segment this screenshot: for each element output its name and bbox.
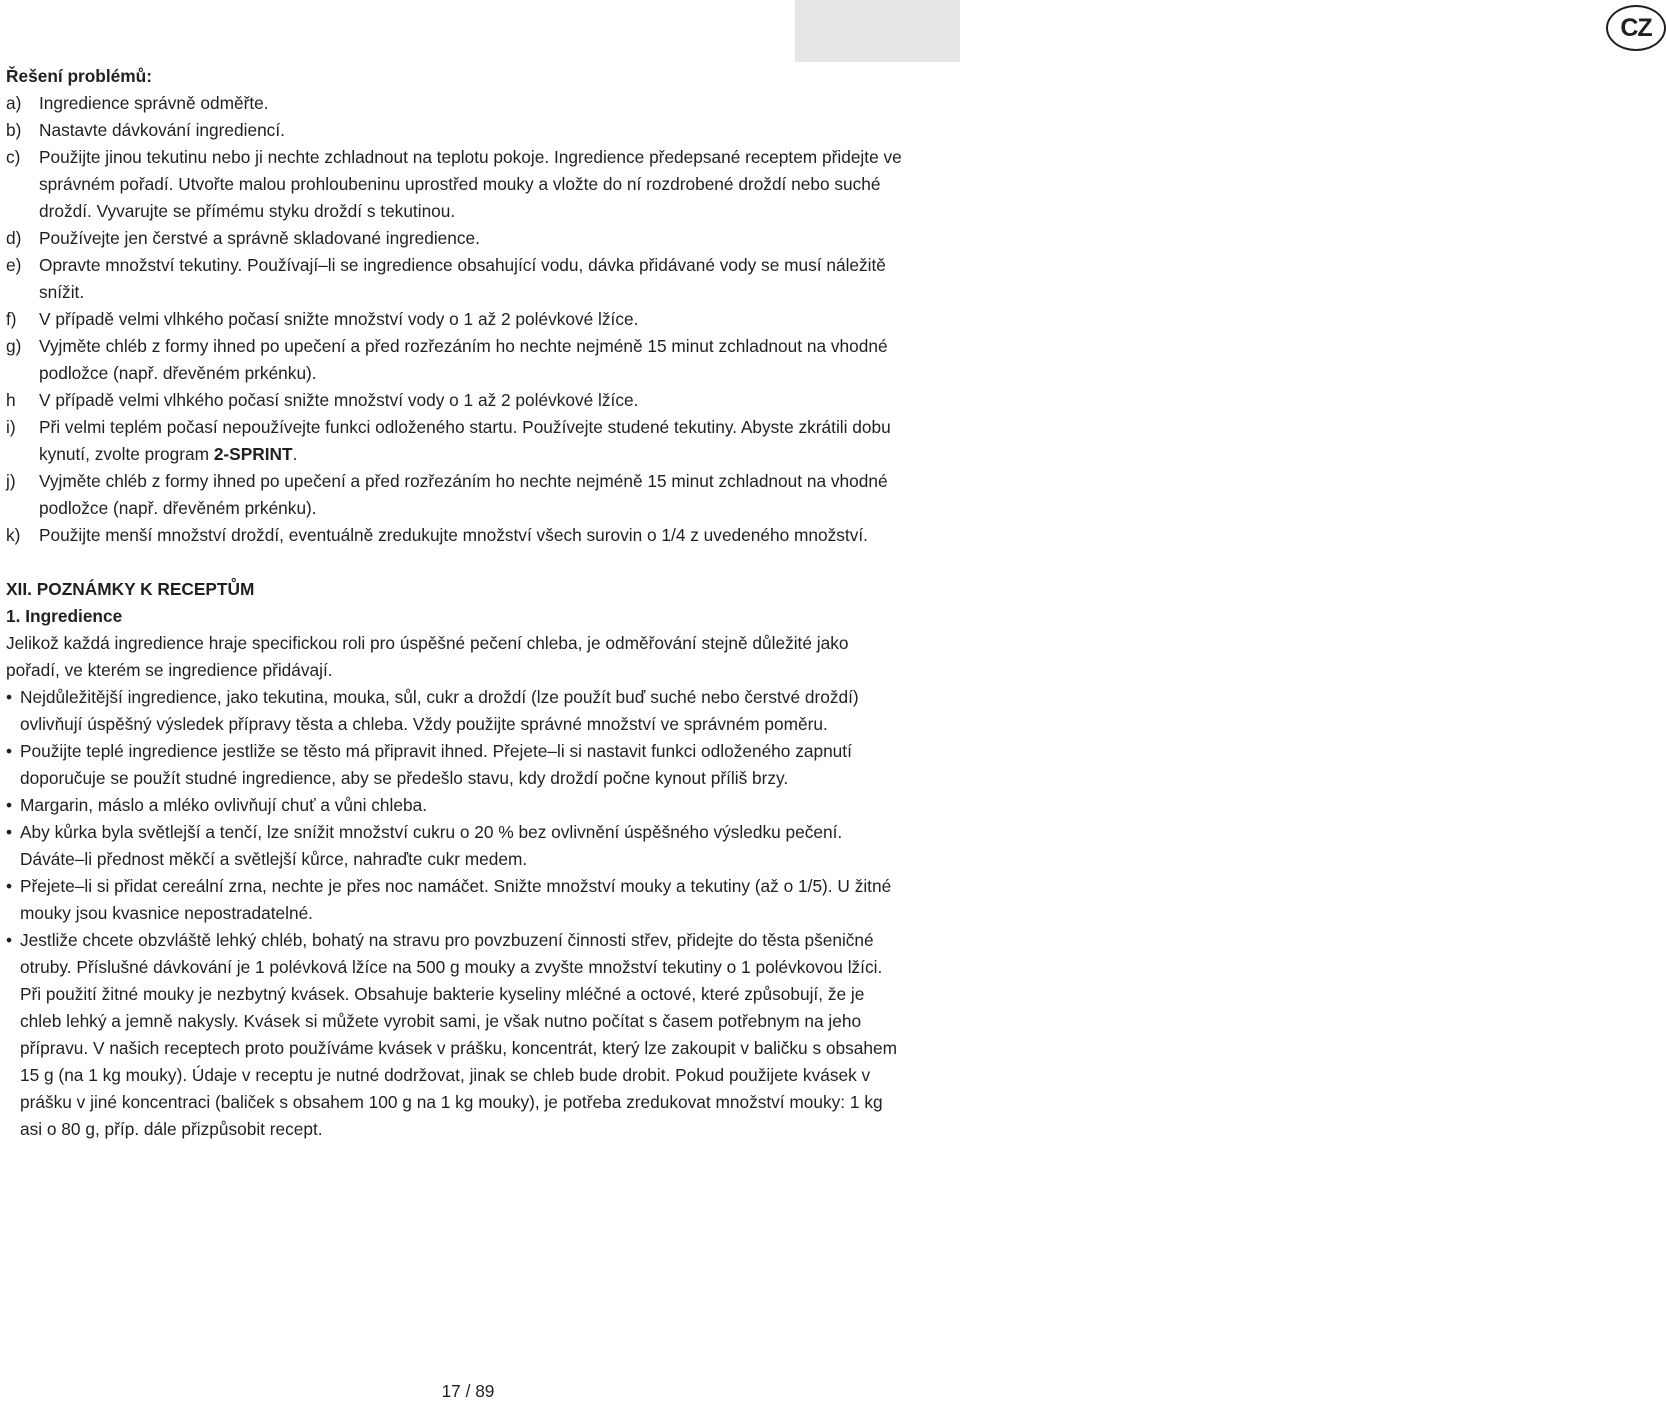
list-item <box>6 306 906 333</box>
list-marker: a) <box>6 93 22 113</box>
list-item <box>6 387 906 414</box>
list-item <box>6 225 906 252</box>
list-item-text: Použijte jinou tekutinu nebo ji nechte zchladnout na teplotu pokoje. Ingredience předepsané receptem přidejte ve správném pořadí. Utvořte malou prohloubeninu uprostřed mouky a vložte do ní rozdrobené droždí nebo suché droždí. Vyvarujte se přímému styku droždí s tekutinou. <box>39 147 902 221</box>
list-item-text: Opravte množství tekutiny. Používají–li se ingredience obsahující vodu, dávka přidávané vody se musí náležitě snížit. <box>39 255 886 302</box>
bullet-dot-icon: • <box>6 822 13 842</box>
bullet-item <box>6 927 906 1143</box>
bullet-item <box>6 738 906 792</box>
bullet-text: Jestliže chcete obzvláště lehký chléb, bohatý na stravu pro povzbuzení činnosti střev, přidejte do těsta pšeničné otruby. Příslušné dávkování je 1 polévková lžíce na 500 g mouky a zvyšte množství tekutiny o 1 polévkovou lžíci. Při použití žitné mouky je nezbytný kvásek. Obsahuje bakterie kyseliny mléčné a octové, které způsobují, že je chleb lehký a jemně nakysly. Kvásek si můžete vyrobit sami, je však nutno počítat s časem potřebnym na jeho přípravu. V našich receptech proto používáme kvásek v prášku, koncentrát, který lze zakoupit v baličku s obsahem 15 g (na 1 kg mouky). Údaje v receptu je nutné dodržovat, jinak se chleb bude drobit. Pokud použijete kvásek v prášku v jiné koncentraci (baliček s obsahem 100 g na 1 kg mouky), je potřeba zredukovat množství mouky: 1 kg asi o 80 g, příp. dále přizpůsobit recept. <box>20 930 897 1139</box>
ingredient-notes-list <box>6 684 906 1143</box>
section-intro: Jelikož každá ingredience hraje specifickou roli pro úspěšné pečení chleba, je odměřování stejně důležité jako pořadí, ve kterém se ingredience přidávají. <box>6 633 849 680</box>
list-marker: j) <box>6 471 16 491</box>
bullet-text: Margarin, máslo a mléko ovlivňují chuť a vůni chleba. <box>20 795 428 815</box>
list-item-text: V případě velmi vlhkého počasí snižte množství vody o 1 až 2 polévkové lžíce. <box>39 390 639 410</box>
list-item-text: Použijte menší množství droždí, eventuálně zredukujte množství všech surovin o 1/4 z uvedeného množství. <box>39 525 868 545</box>
list-item-text: Používejte jen čerstvé a správně skladované ingredience. <box>39 228 480 248</box>
list-item-text: Ingredience správně odměřte. <box>39 93 269 113</box>
spacer <box>6 549 906 576</box>
list-item-text: V případě velmi vlhkého počasí snižte množství vody o 1 až 2 polévkové lžíce. <box>39 309 639 329</box>
list-item <box>6 90 906 117</box>
list-item-text <box>39 414 906 468</box>
bullet-dot-icon: • <box>6 795 13 815</box>
list-item-text: Nastavte dávkování ingrediencí. <box>39 120 285 140</box>
page-content <box>6 63 906 1143</box>
list-item <box>6 144 906 225</box>
list-item <box>6 468 906 522</box>
program-name: 2-SPRINT <box>213 444 293 464</box>
troubleshooting-heading: Řešení problémů: <box>6 66 152 86</box>
bullet-dot-icon: • <box>6 687 13 707</box>
list-item <box>6 414 906 468</box>
section-title: XII. POZNÁMKY K RECEPTŮM <box>6 579 255 599</box>
list-marker: b) <box>6 120 22 140</box>
bullet-item <box>6 684 906 738</box>
list-marker: h <box>6 390 16 410</box>
list-marker: d) <box>6 228 22 248</box>
bullet-dot-icon: • <box>6 741 13 761</box>
bullet-text: Nejdůležitější ingredience, jako tekutina, mouka, sůl, cukr a droždí (lze použít buď suché nebo čerstvé droždí) ovlivňují úspěšný výsledek přípravy těsta a chleba. Vždy použijte správné množství ve správném poměru. <box>20 687 859 734</box>
language-code: CZ <box>1620 13 1652 42</box>
list-marker: e) <box>6 255 22 275</box>
bullet-item <box>6 792 906 819</box>
list-marker: k) <box>6 525 21 545</box>
list-item-text-main: Při velmi teplém počasí nepoužívejte funkci odloženého startu. Používejte studené tekutiny. Abyste zkrátili dobu kynutí, zvolte program <box>39 417 891 464</box>
bullet-dot-icon: • <box>6 930 13 950</box>
list-item <box>6 117 906 144</box>
list-item <box>6 333 906 387</box>
bullet-dot-icon: • <box>6 876 13 896</box>
list-marker: f) <box>6 309 17 329</box>
list-item-text: Vyjměte chléb z formy ihned po upečení a před rozřezáním ho nechte nejméně 15 minut zchladnout na vhodné podložce (např. dřevěném prkénku). <box>39 336 888 383</box>
language-tab <box>795 0 1652 62</box>
troubleshooting-list <box>6 90 906 549</box>
bullet-item <box>6 819 906 873</box>
bullet-item <box>6 873 906 927</box>
list-item <box>6 252 906 306</box>
list-marker: g) <box>6 336 22 356</box>
bullet-text: Přejete–li si přidat cereální zrna, nechte je přes noc namáčet. Snižte množství mouky a tekutiny (až o 1/5). U žitné mouky jsou kvasnice nepostradatelné. <box>20 876 892 923</box>
section-subtitle: 1. Ingredience <box>6 606 123 626</box>
page-number: 17 / 89 <box>441 1381 495 1401</box>
list-item-text: Vyjměte chléb z formy ihned po upečení a před rozřezáním ho nechte nejméně 15 minut zchladnout na vhodné podložce (např. dřevěném prkénku). <box>39 471 888 518</box>
bullet-text: Použijte teplé ingredience jestliže se těsto má připravit ihned. Přejete–li si nastavit funkci odloženého zapnutí doporučuje se použít studné ingredience, aby se předešlo stavu, kdy droždí počne kynout příliš brzy. <box>20 741 852 788</box>
list-item <box>6 522 906 549</box>
bullet-text: Aby kůrka byla světlejší a tenčí, lze snížit množství cukru o 20 % bez ovlivnění úspěšného výsledku pečení. Dáváte–li přednost měkčí a světlejší kůrce, nahraďte cukr medem. <box>20 822 843 869</box>
list-item-text-end: . <box>292 444 298 464</box>
list-marker: i) <box>6 417 16 437</box>
list-marker: c) <box>6 147 21 167</box>
language-badge <box>1606 5 1666 51</box>
